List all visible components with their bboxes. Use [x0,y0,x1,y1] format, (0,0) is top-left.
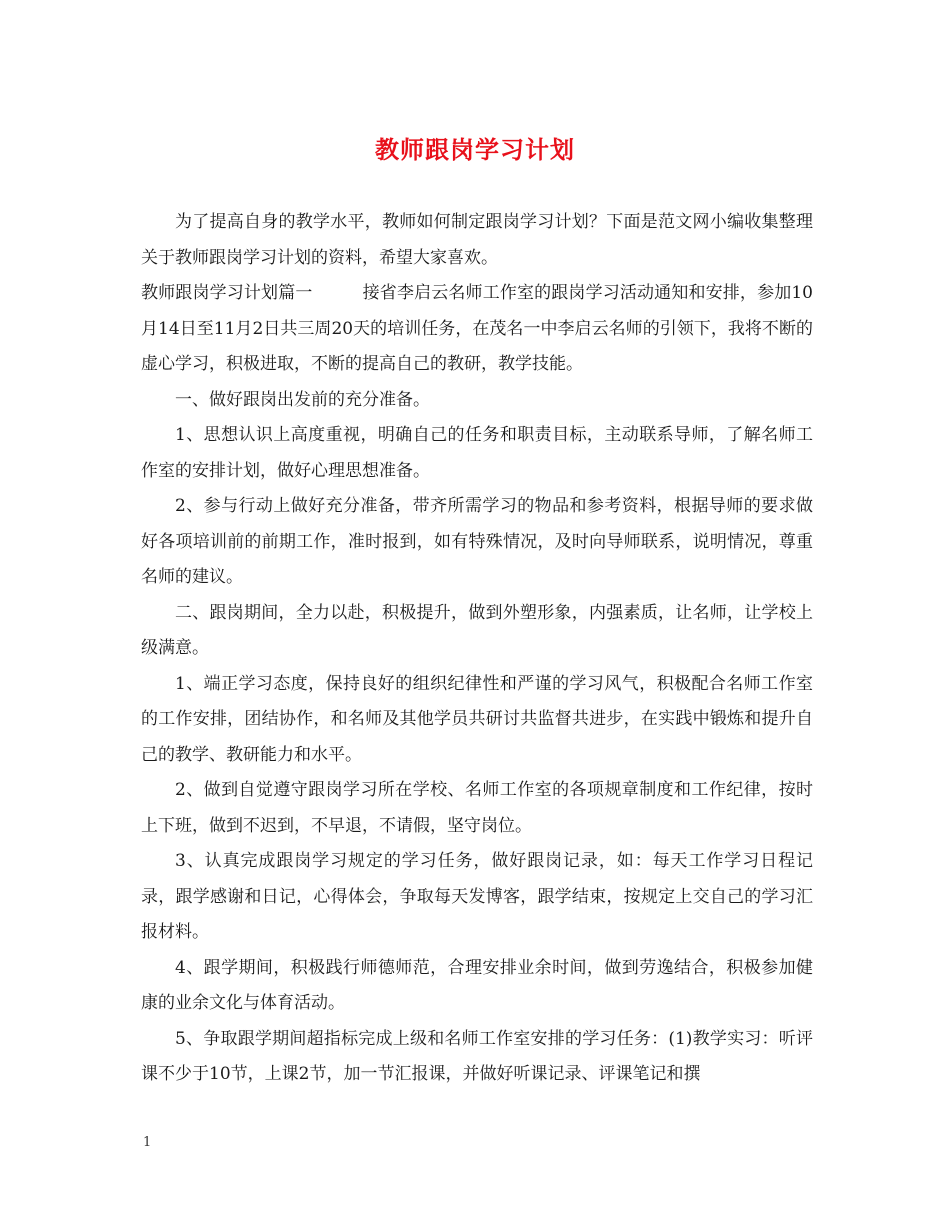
paragraph-item: 1、端正学习态度，保持良好的组织纪律性和严谨的学习风气，积极配合名师工作室的工作安排，团结协作，和名师及其他学员共研讨共监督共进步，在实践中锻炼和提升自己的教学、教研能力和水平。 [141,673,813,765]
paragraph-item: 1、思想认识上高度重视，明确自己的任务和职责目标，主动联系导师，了解名师工作室的安排计划，做好心理思想准备。 [141,425,813,481]
paragraph-item: 3、认真完成跟岗学习规定的学习任务，做好跟岗记录，如：每天工作学习日程记录，跟学感谢和日记，心得体会，争取每天发博客，跟学结束，按规定上交自己的学习汇报材料。 [141,851,813,942]
paragraph-item: 2、参与行动上做好充分准备，带齐所需学习的物品和参考资料，根据导师的要求做好各项培训前的前期工作，准时报到，如有特殊情况，及时向导师联系，说明情况，尊重名师的建议。 [141,496,813,587]
page-number: 1 [143,1135,152,1150]
intro-paragraph: 为了提高自身的教学水平，教师如何制定跟岗学习计划？下面是范文网小编收集整理关于教师跟岗学习计划的资料，希望大家喜欢。 [141,212,813,268]
section-heading: 教师跟岗学习计划篇一 [141,283,313,303]
paragraph-item: 4、跟学期间，积极践行师德师范，合理安排业余时间，做到劳逸结合，积极参加健康的业余文化与体育活动。 [141,957,813,1013]
paragraph-item: 5、争取跟学期间超指标完成上级和名师工作室安排的学习任务：(1)教学实习：听评课不少于10节，上课2节，加一节汇报课，并做好听课记录、评课笔记和撰 [141,1028,813,1084]
document-title: 教师跟岗学习计划 [375,135,575,164]
paragraph-item: 2、做到自觉遵守跟岗学习所在学校、名师工作室的各项规章制度和工作纪律，按时上下班，做到不迟到，不早退，不请假，坚守岗位。 [141,780,813,836]
heading-two: 二、跟岗期间，全力以赴，积极提升，做到外塑形象，内强素质，让名师，让学校上级满意。 [141,602,813,658]
section-paragraph [141,276,813,383]
section-intro-text: 接省李启云名师工作室的跟岗学习活动通知和安排，参加10月14日至11月2日共三周20天的培训任务，在茂名一中李启云名师的引领下，我将不断的虚心学习，积极进取，不断的提高自己的教研，教学技能。 [141,283,814,374]
document-body [141,205,813,1093]
heading-one: 一、做好跟岗出发前的充分准备。 [175,389,430,410]
